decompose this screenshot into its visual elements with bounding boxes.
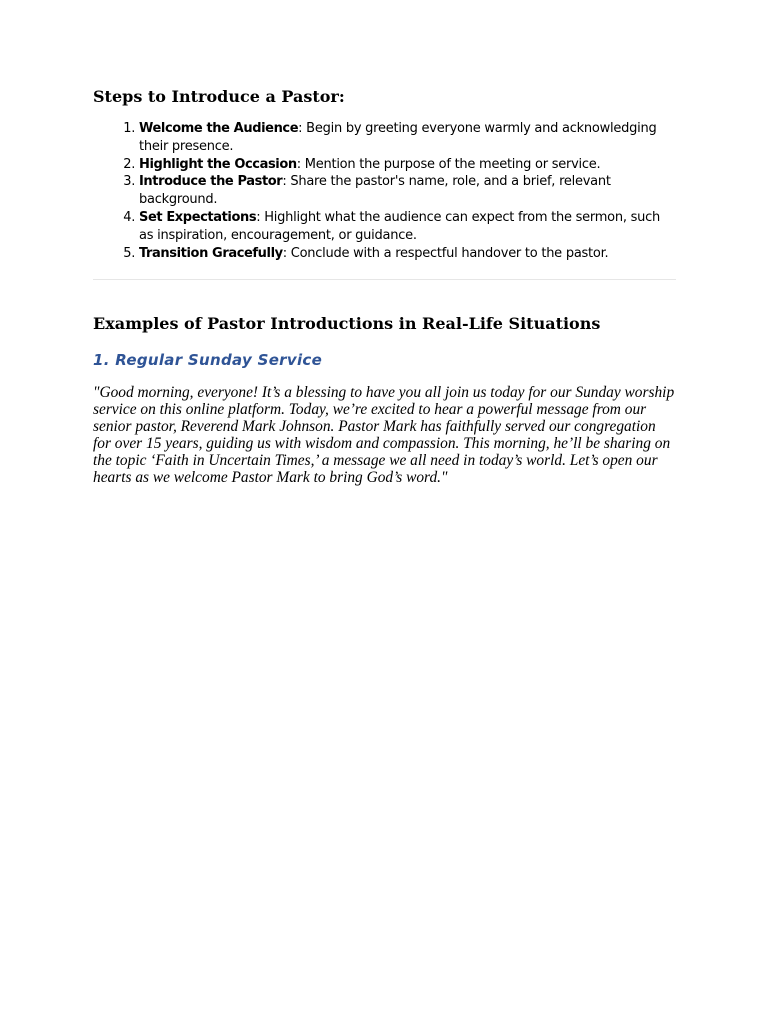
steps-heading: Steps to Introduce a Pastor: [93, 87, 345, 106]
step-text: : Begin by greeting everyone warmly and acknowledging their presence. [139, 121, 657, 154]
example-quote: "Good morning, everyone! It’s a blessing to have you all join us today for our Sunday worship service on this online platform. Today, we’re excited to hear a powerful message from our senior pastor, Reverend Mark Johnson. Pastor Mark has faithfully served our congregation for over 15 years, guiding us with wisdom and compassion. This morning, he’ll be sharing on the topic ‘Faith in Uncertain Times,’ a message we all need in today’s world. Let’s open our hearts as we welcome Pastor Mark to bring God’s word." [93, 384, 675, 487]
step-term: Transition Gracefully [139, 245, 283, 261]
document-page [93, 86, 676, 486]
step-item [139, 173, 676, 209]
examples-heading: Examples of Pastor Introductions in Real-Life Situations [93, 314, 601, 334]
step-item [139, 245, 676, 263]
step-text: : Highlight what the audience can expect from the sermon, such as inspiration, encouragement, or guidance. [139, 209, 660, 243]
step-term: Highlight the Occasion [139, 156, 297, 172]
step-term: Welcome the Audience [139, 121, 299, 136]
step-text: : Conclude with a respectful handover to the pastor. [282, 245, 609, 261]
step-term: Introduce the Pastor [139, 174, 283, 190]
step-text: : Mention the purpose of the meeting or service. [296, 156, 601, 172]
steps-list [93, 120, 676, 262]
step-item [139, 156, 676, 174]
example-title: 1. Regular Sunday Service [93, 351, 323, 370]
step-term: Set Expectations [139, 209, 257, 225]
step-item [139, 209, 676, 245]
step-item [139, 120, 676, 156]
step-text: : Share the pastor's name, role, and a brief, relevant background. [139, 174, 611, 208]
section-divider [93, 279, 676, 280]
